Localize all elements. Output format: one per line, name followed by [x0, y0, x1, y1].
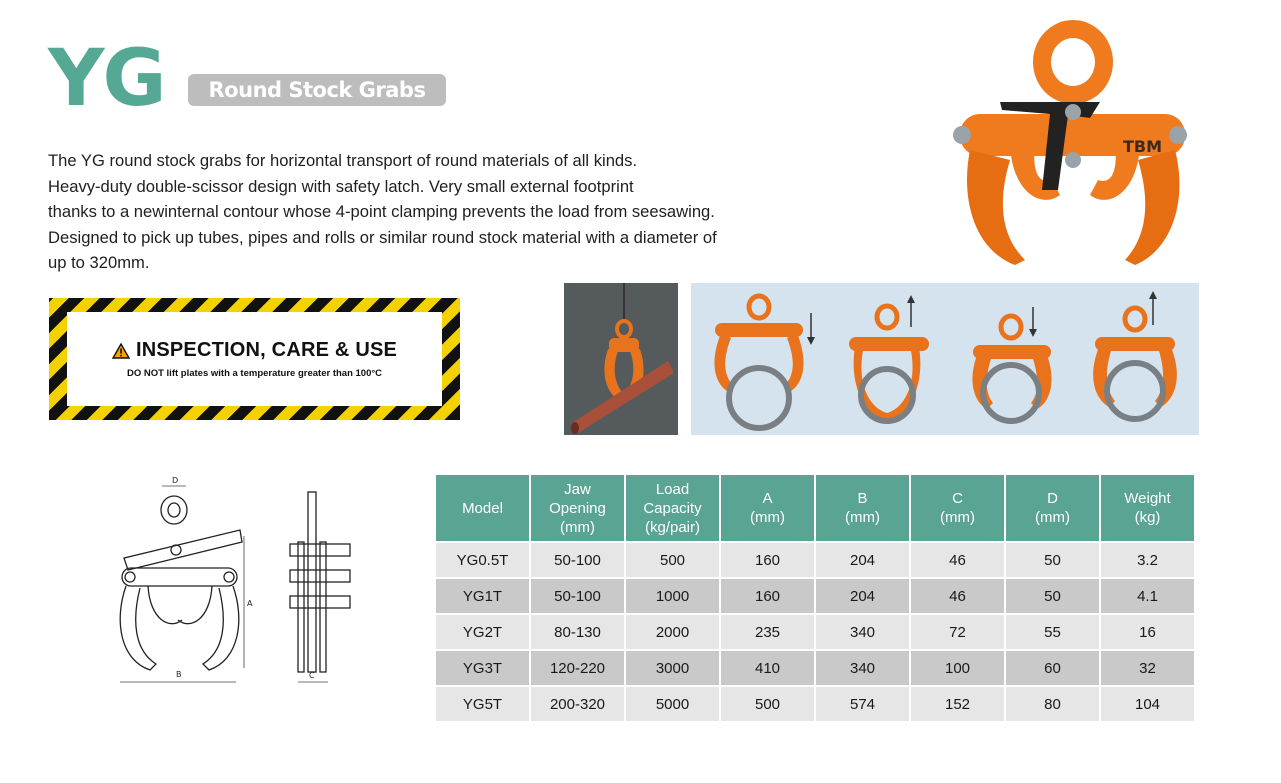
table-cell: 50-100: [531, 577, 624, 613]
table-cell: YG3T: [436, 649, 529, 685]
table-cell: 160: [721, 541, 814, 577]
warning-title: INSPECTION, CARE & USE: [135, 339, 398, 361]
description-line: up to 320mm.: [48, 253, 150, 273]
dimension-label-a: A: [247, 599, 253, 608]
table-cell: 3.2: [1101, 541, 1194, 577]
warning-triangle-icon: [112, 343, 130, 359]
warning-content: [67, 312, 442, 406]
table-cell: 46: [911, 541, 1004, 577]
product-logo: YG: [48, 34, 165, 124]
table-cell: 72: [911, 613, 1004, 649]
description-line: Designed to pick up tubes, pipes and rolls or similar round stock material with a diameter of: [48, 227, 717, 247]
table-cell: 340: [816, 649, 909, 685]
dimension-label-d: D: [172, 476, 179, 485]
lifting-ring: [1033, 20, 1113, 104]
step-2: [849, 295, 929, 423]
table-cell: 574: [816, 685, 909, 721]
header-b: B (mm): [816, 475, 909, 541]
lifting-photo-illustration: [564, 283, 678, 435]
step-3: [972, 307, 1051, 421]
table-cell: 60: [1006, 649, 1099, 685]
table-cell: 410: [721, 649, 814, 685]
table-cell: 50: [1006, 541, 1099, 577]
table-cell: 340: [816, 613, 909, 649]
header-jaw-opening: Jaw Opening (mm): [531, 475, 624, 541]
brand-label: TBM: [1123, 137, 1163, 156]
header-c: C (mm): [911, 475, 1004, 541]
table-cell: 3000: [626, 649, 719, 685]
table-row: [436, 649, 1194, 685]
table-header-row: [436, 475, 1194, 541]
table-cell: YG1T: [436, 577, 529, 613]
product-description: [48, 148, 868, 276]
table-cell: YG5T: [436, 685, 529, 721]
table-cell: YG2T: [436, 613, 529, 649]
table-cell: 100: [911, 649, 1004, 685]
table-cell: 80-130: [531, 613, 624, 649]
table-cell: 204: [816, 541, 909, 577]
description-line: Heavy-duty double-scissor design with safety latch. Very small external footprint: [48, 176, 634, 196]
table-cell: 152: [911, 685, 1004, 721]
spec-table: [434, 475, 1196, 721]
description-line: thanks to a newinternal contour whose 4-point clamping prevents the load from seesawing.: [48, 202, 715, 222]
table-row: [436, 577, 1194, 613]
header-d: D (mm): [1006, 475, 1099, 541]
table-cell: 80: [1006, 685, 1099, 721]
table-cell: 46: [911, 577, 1004, 613]
table-cell: 235: [721, 613, 814, 649]
table-row: [436, 541, 1194, 577]
table-cell: 104: [1101, 685, 1194, 721]
table-row: [436, 613, 1194, 649]
table-cell: 200-320: [531, 685, 624, 721]
lifting-photo: [564, 283, 678, 435]
table-cell: 160: [721, 577, 814, 613]
operation-steps-panel: [691, 283, 1199, 435]
warning-note: DO NOT lift plates with a temperature greater than 100°C: [126, 368, 383, 379]
dimension-label-b: B: [176, 670, 182, 679]
description-line: The YG round stock grabs for horizontal transport of round materials of all kinds.: [48, 151, 638, 170]
table-cell: 500: [626, 541, 719, 577]
table-cell: 120-220: [531, 649, 624, 685]
table-cell: 2000: [626, 613, 719, 649]
table-cell: 50: [1006, 577, 1099, 613]
table-cell: 50-100: [531, 541, 624, 577]
step-4: [1093, 291, 1177, 419]
header-model: Model: [436, 475, 529, 541]
step-1: [714, 296, 815, 428]
header-weight: Weight (kg): [1101, 475, 1194, 541]
table-cell: 16: [1101, 613, 1194, 649]
table-cell: 1000: [626, 577, 719, 613]
table-cell: 204: [816, 577, 909, 613]
table-cell: 55: [1006, 613, 1099, 649]
warning-box: [49, 298, 460, 420]
header-load-capacity: Load Capacity (kg/pair): [626, 475, 719, 541]
product-image: [940, 10, 1200, 272]
header-a: A (mm): [721, 475, 814, 541]
warning-header: [112, 339, 397, 362]
operation-steps-illustration: [691, 283, 1199, 435]
technical-drawing: [90, 470, 370, 695]
table-cell: 500: [721, 685, 814, 721]
table-cell: 5000: [626, 685, 719, 721]
table-cell: 32: [1101, 649, 1194, 685]
table-cell: YG0.5T: [436, 541, 529, 577]
table-row: [436, 685, 1194, 721]
product-subtitle: Round Stock Grabs: [188, 74, 446, 106]
table-cell: 4.1: [1101, 577, 1194, 613]
dimension-label-c: C: [309, 671, 315, 680]
